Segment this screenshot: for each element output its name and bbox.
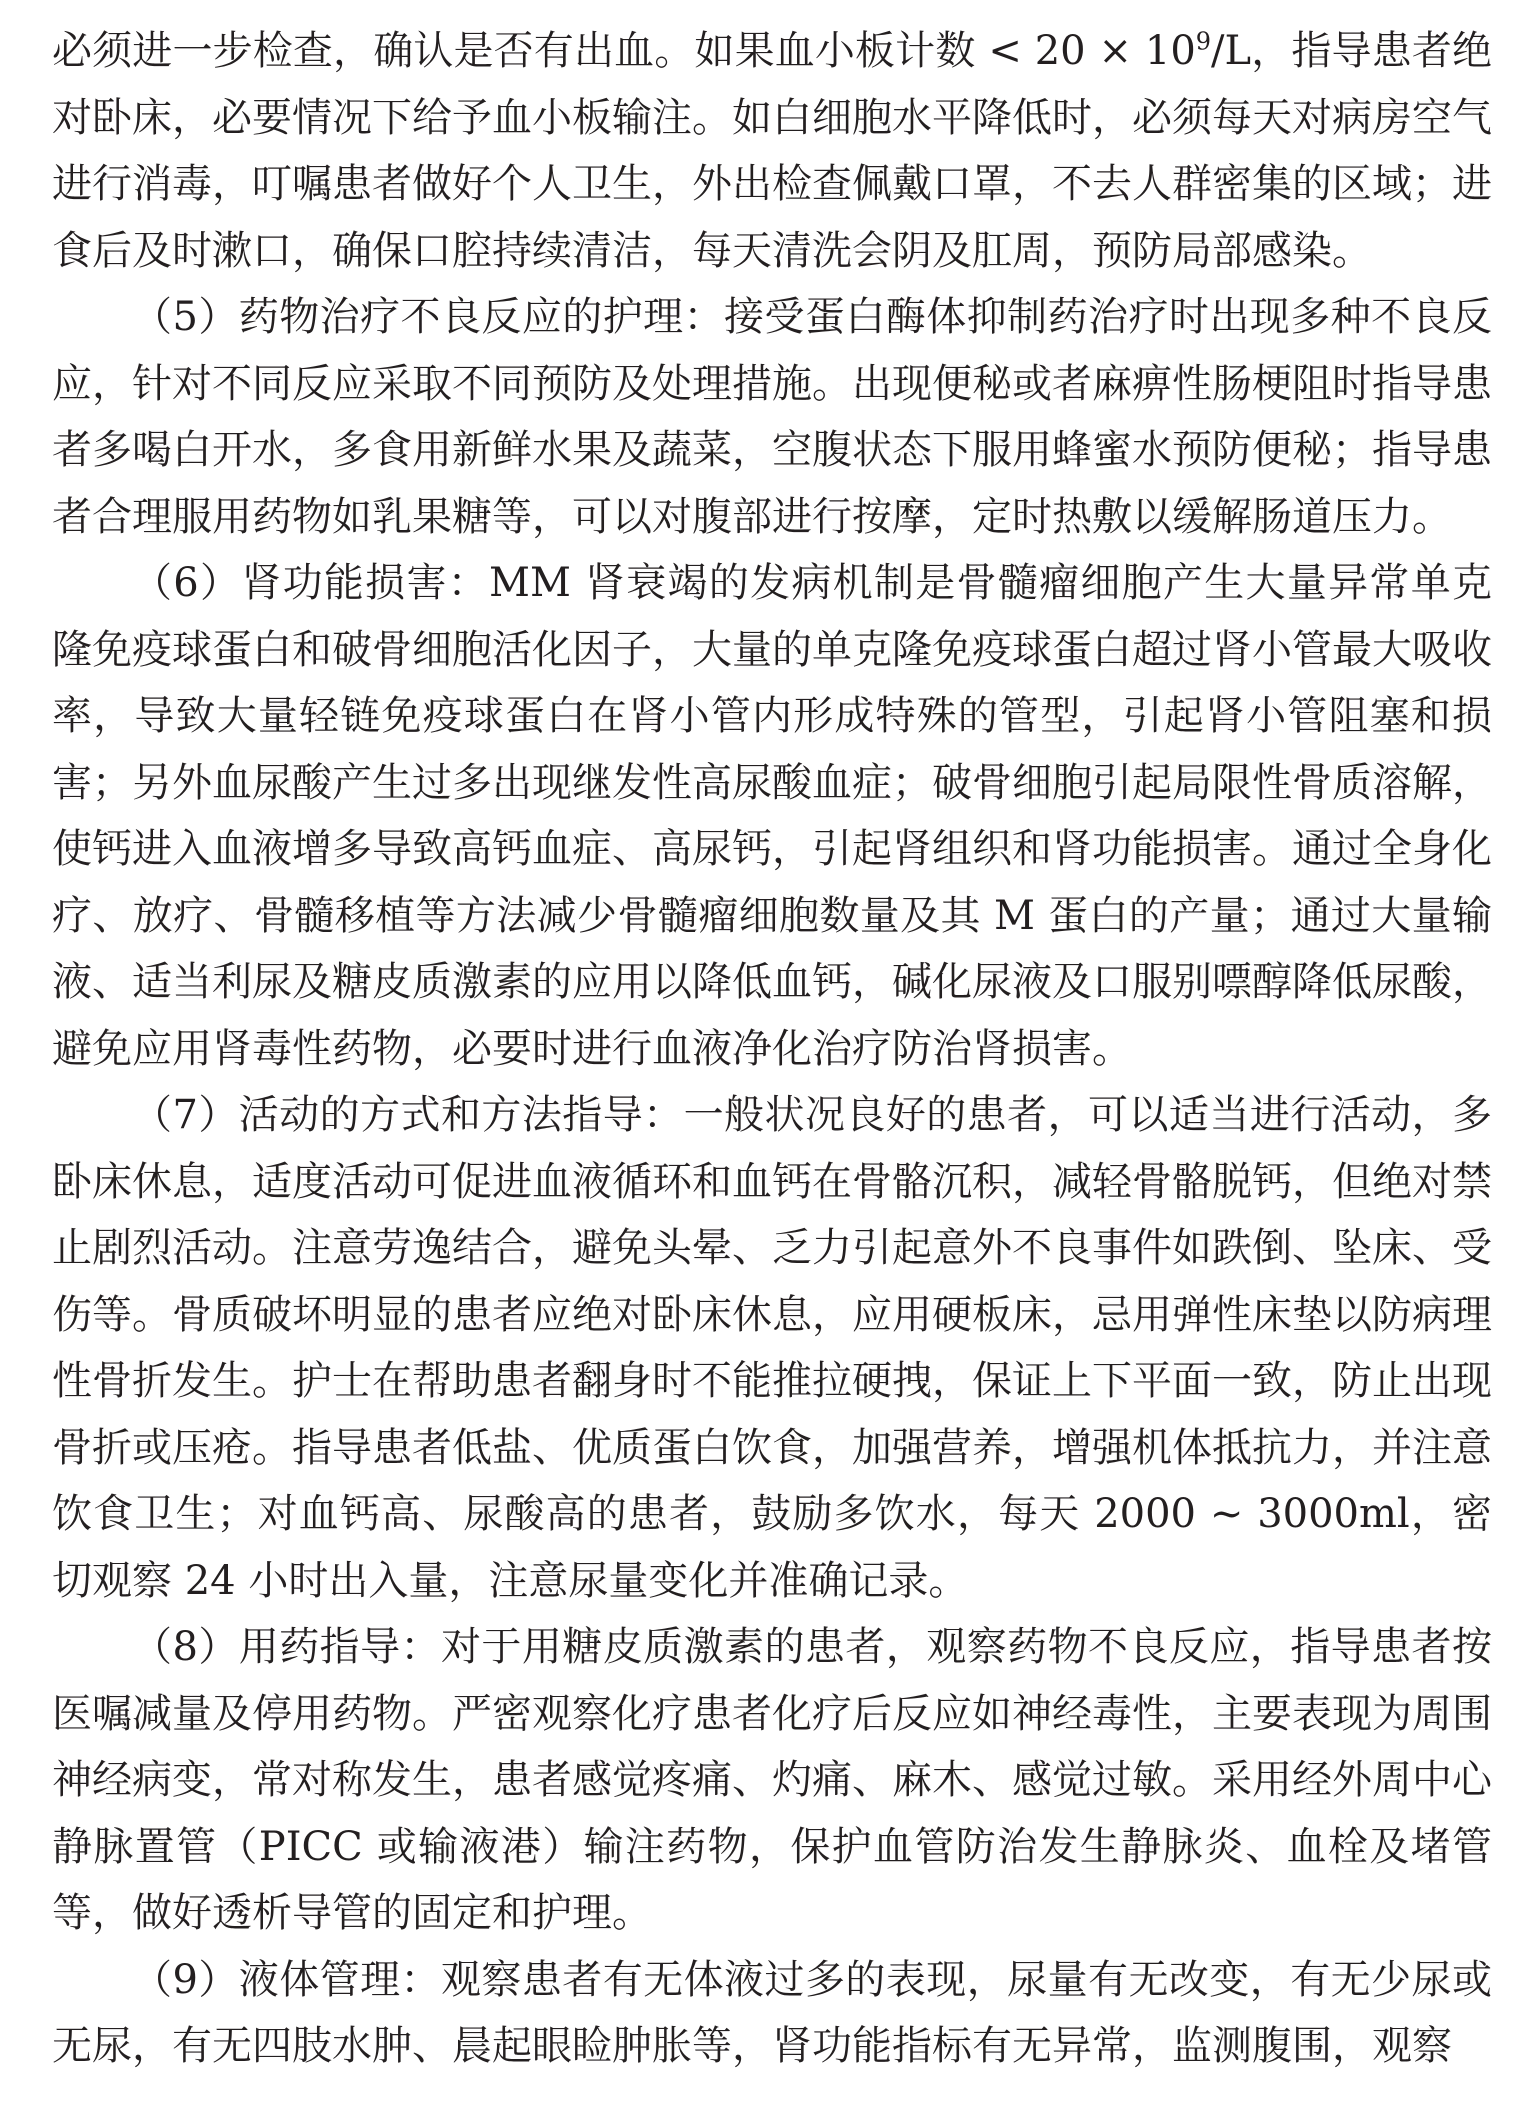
paragraph-text: 必须进一步检查，确认是否有出血。如果血小板计数 < 20 × 10 xyxy=(52,28,1196,74)
paragraph-bleeding-infection xyxy=(52,18,1492,284)
paragraph-item-8: （8）用药指导：对于用糖皮质激素的患者，观察药物不良反应，指导患者按医嘱减量及停用药物。严密观察化疗患者化疗后反应如神经毒性，主要表现为周围神经病变，常对称发生，患者感觉疼痛、灼痛、麻木、感觉过敏。采用经外周中心静脉置管（PICC 或输液港）输注药物，保护血管防治发生静脉炎、血栓及堵管等，做好透析导管的固定和护理。 xyxy=(52,1624,1492,1936)
superscript-exponent: 9 xyxy=(1195,27,1212,56)
document-page xyxy=(52,18,1492,2080)
paragraph-item-5: （5）药物治疗不良反应的护理：接受蛋白酶体抑制药治疗时出现多种不良反应，针对不同反应采取不同预防及处理措施。出现便秘或者麻痹性肠梗阻时指导患者多喝白开水，多食用新鲜水果及蔬菜，空腹状态下服用蜂蜜水预防便秘；指导患者合理服用药物如乳果糖等，可以对腹部进行按摩，定时热敷以缓解肠道压力。 xyxy=(52,294,1492,540)
paragraph-item-7: （7）活动的方式和方法指导：一般状况良好的患者，可以适当进行活动，多卧床休息，适度活动可促进血液循环和血钙在骨骼沉积，减轻骨骼脱钙，但绝对禁止剧烈活动。注意劳逸结合，避免头晕、乏力引起意外不良事件如跌倒、坠床、受伤等。骨质破坏明显的患者应绝对卧床休息，应用硬板床，忌用弹性床垫以防病理性骨折发生。护士在帮助患者翻身时不能推拉硬拽，保证上下平面一致，防止出现骨折或压疮。指导患者低盐、优质蛋白饮食，加强营养，增强机体抵抗力，并注意饮食卫生；对血钙高、尿酸高的患者，鼓励多饮水，每天 2000 ~ 3000ml，密切观察 24 小时出入量，注意尿量变化并准确记录。 xyxy=(52,1092,1492,1604)
paragraph-item-9: （9）液体管理：观察患者有无体液过多的表现，尿量有无改变，有无少尿或无尿，有无四肢水肿、晨起眼睑肿胀等，肾功能指标有无异常，监测腹围，观察 xyxy=(52,1956,1492,2069)
paragraph-text-continued: /L，指导患者绝对卧床，必要情况下给予血小板输注。如白细胞水平降低时，必须每天对病房空气进行消毒，叮嘱患者做好个人卫生，外出检查佩戴口罩，不去人群密集的区域；进食后及时漱口，确保口腔持续清洁，每天清洗会阴及肛周，预防局部感染。 xyxy=(52,28,1492,274)
paragraph-item-6: （6）肾功能损害：MM 肾衰竭的发病机制是骨髓瘤细胞产生大量异常单克隆免疫球蛋白和破骨细胞活化因子，大量的单克隆免疫球蛋白超过肾小管最大吸收率，导致大量轻链免疫球蛋白在肾小管内形成特殊的管型，引起肾小管阻塞和损害；另外血尿酸产生过多出现继发性高尿酸血症；破骨细胞引起局限性骨质溶解，使钙进入血液增多导致高钙血症、高尿钙，引起肾组织和肾功能损害。通过全身化疗、放疗、骨髓移植等方法减少骨髓瘤细胞数量及其 M 蛋白的产量；通过大量输液、适当利尿及糖皮质激素的应用以降低血钙，碱化尿液及口服别嘌醇降低尿酸，避免应用肾毒性药物，必要时进行血液净化治疗防治肾损害。 xyxy=(52,560,1492,1072)
